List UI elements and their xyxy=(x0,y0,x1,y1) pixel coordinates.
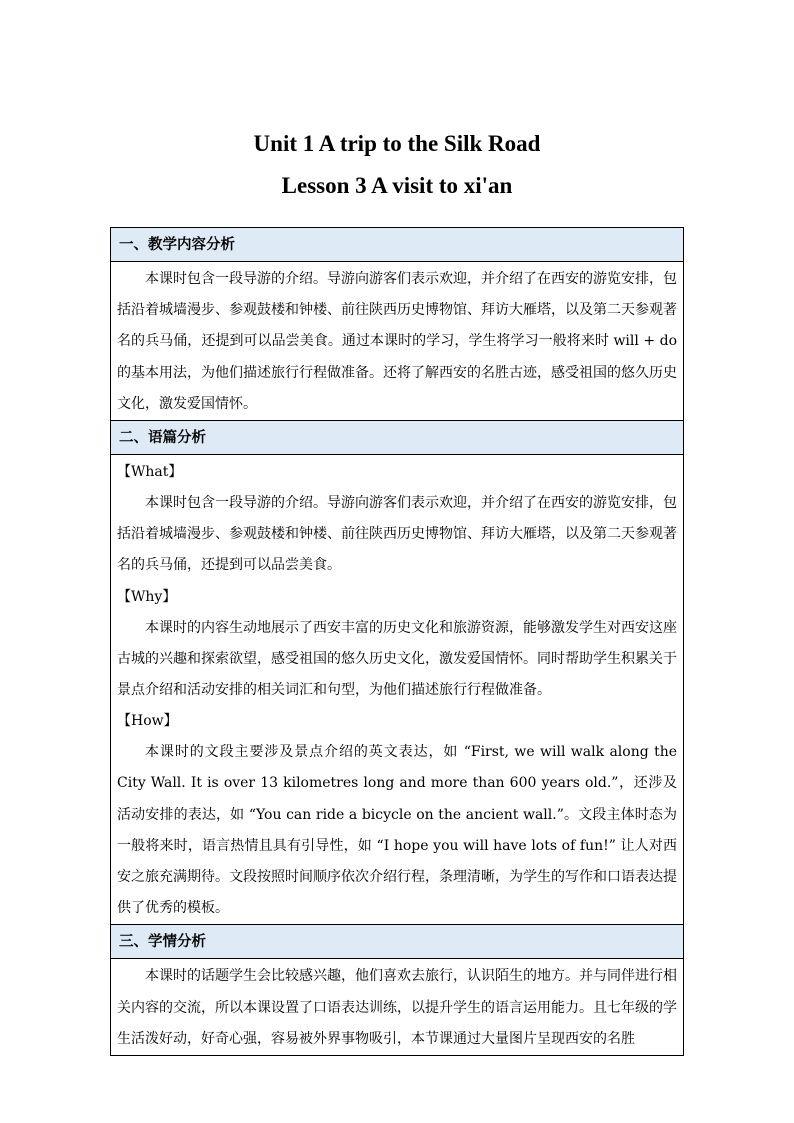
analysis-table xyxy=(110,227,684,1056)
unit-title: Unit 1 A trip to the Silk Road xyxy=(253,131,541,156)
section-heading-content-analysis: 一、教学内容分析 xyxy=(111,228,683,262)
section-body-content-analysis xyxy=(111,262,683,421)
what-paragraph: 本课时包含一段导游的介绍。导游向游客们表示欢迎，并介绍了在西安的游览安排，包括沿着城墙漫步、参观鼓楼和钟楼、前往陕西历史博物馆、拜访大雁塔，以及第二天参观著名的兵马俑，还提到可以品尝美食。 xyxy=(117,495,677,574)
learner-analysis-paragraph: 本课时的话题学生会比较感兴趣，他们喜欢去旅行，认识陌生的地方。并与同伴进行相关内容的交流，所以本课设置了口语表达训练，以提升学生的语言运用能力。且七年级的学生活泼好动，好奇心强，容易被外界事物吸引，本节课通过大量图片呈现西安的名胜 xyxy=(117,968,677,1047)
why-paragraph: 本课时的内容生动地展示了西安丰富的历史文化和旅游资源，能够激发学生对西安这座古城的兴趣和探索欲望，感受祖国的悠久历史文化，激发爱国情怀。同时帮助学生积累关于景点介绍和活动安排的相关词汇和句型，为他们描述旅行行程做准备。 xyxy=(117,619,677,699)
content-analysis-paragraph: 本课时包含一段导游的介绍。导游向游客们表示欢迎，并介绍了在西安的游览安排，包括沿着城墙漫步、参观鼓楼和钟楼、前往陕西历史博物馆、拜访大雁塔，以及第二天参观著名的兵马俑，还提到可以品尝美食。通过本课时的学习，学生将学习一般将来时 will + do 的基本用法，为他们描述旅行行程做准备。还将了解西安的名胜古迹，感受祖国的悠久历史文化，激发爱国情怀。 xyxy=(117,271,677,412)
section-heading-learner-analysis: 三、学情分析 xyxy=(111,925,683,959)
lesson-title: Lesson 3 A visit to xi'an xyxy=(281,173,513,198)
section-heading-discourse-analysis: 二、语篇分析 xyxy=(111,421,683,455)
why-tag: 【Why】 xyxy=(117,588,177,605)
section-body-discourse-analysis xyxy=(111,455,683,925)
what-tag: 【What】 xyxy=(117,464,183,481)
section-body-learner-analysis xyxy=(111,959,683,1056)
how-tag: 【How】 xyxy=(117,713,178,730)
how-paragraph: 本课时的文段主要涉及景点介绍的英文表达，如 “First, we will walk along the City Wall. It is over 13 kilometres long and more than 600 years old.”，还涉及活动安排的表达，如 “You can ride a bicycle on the ancient wall.”。文段主体时态为一般将来时，语言热情且具有引导性，如 “I hope you will have lots of fun!” 让人对西安之旅充满期待。文段按照时间顺序依次介绍行程，条理清晰，为学生的写作和口语表达提供了优秀的模板。 xyxy=(117,744,677,917)
